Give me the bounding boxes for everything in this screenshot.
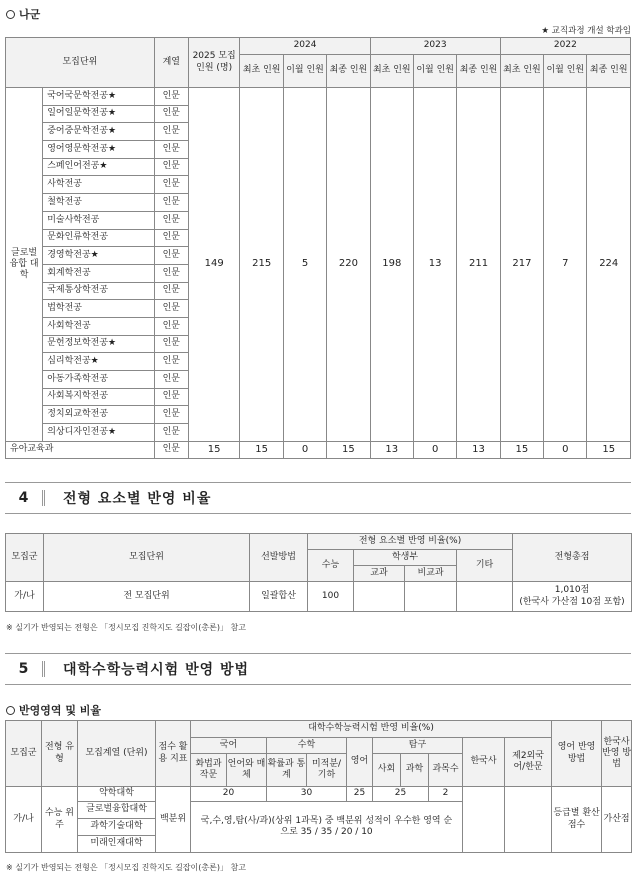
total-score: 1,010점 <box>554 585 590 596</box>
group-cell: 가/나 <box>6 582 44 612</box>
field-cell: 인문 <box>154 371 188 389</box>
hist-method-cell: 가산점 <box>602 787 632 853</box>
header-m1: 확률과 통계 <box>267 754 307 787</box>
inquiry-value: 25 <box>373 787 429 802</box>
major-name: 의상디자인전공★ <box>43 424 155 442</box>
value-cell: 13 <box>370 441 413 458</box>
header-eng-method: 영어 반영 방법 <box>552 721 602 787</box>
value-cell: 211 <box>457 88 500 442</box>
value-cell: 0 <box>413 441 456 458</box>
field-cell: 인문 <box>154 123 188 141</box>
field-cell: 인문 <box>154 335 188 353</box>
header-family: 모집계열 (단위) <box>78 721 156 787</box>
value-cell: 15 <box>500 441 543 458</box>
field-cell: 인문 <box>154 105 188 123</box>
value-cell: 224 <box>587 88 631 442</box>
table-row <box>6 88 631 106</box>
total-note: (한국사 가산점 10점 포함) <box>519 596 625 607</box>
nonsubject-cell <box>405 582 457 612</box>
header-unit: 모집단위 <box>6 38 155 88</box>
field-cell: 인문 <box>154 353 188 371</box>
header-i2: 과학 <box>401 754 429 787</box>
value-cell: 15 <box>327 441 370 458</box>
header-k1: 화법과 작문 <box>191 754 227 787</box>
value-cell: 15 <box>188 441 240 458</box>
value-cell: 149 <box>188 88 240 442</box>
table-row <box>6 582 632 612</box>
major-name: 국제통상학전공 <box>43 282 155 300</box>
header-final: 최종 인원 <box>327 55 370 88</box>
type-cell: 수능 위주 <box>42 787 78 853</box>
value-cell: 220 <box>327 88 370 442</box>
eng-method-cell: 등급별 환산 점수 <box>552 787 602 853</box>
header-suneung: 수능 <box>308 550 354 582</box>
value-cell: 0 <box>544 441 587 458</box>
table-row <box>6 441 631 458</box>
value-cell: 13 <box>413 88 456 442</box>
header-first: 최초 인원 <box>240 55 283 88</box>
header-history: 한국사 <box>463 738 505 787</box>
family-cell: 글로벌융합대학 <box>78 802 156 819</box>
header-english: 영어 <box>347 738 373 787</box>
header-i1: 사회 <box>373 754 401 787</box>
header-ratio: 대학수학능력시험 반영 비율(%) <box>191 721 552 738</box>
history-cell <box>463 787 505 853</box>
foreign-cell <box>505 787 552 853</box>
header-nonsubject: 비교과 <box>405 566 457 582</box>
field-cell: 인문 <box>154 406 188 424</box>
suneung-cell: 100 <box>308 582 354 612</box>
field-cell: 인문 <box>154 194 188 212</box>
subsection-heading: 반영영역 및 비율 <box>6 702 101 718</box>
family-cell: 과학기술대학 <box>78 819 156 836</box>
etc-cell <box>457 582 513 612</box>
major-name: 중어중문학전공★ <box>43 123 155 141</box>
table-row <box>6 787 632 802</box>
footnote: ※ 실기가 반영되는 전형은 「정시모집 진학지도 길잡이(총론)」 참고 <box>6 623 246 632</box>
header-first: 최초 인원 <box>500 55 543 88</box>
major-name: 회계학전공 <box>43 264 155 282</box>
major-name: 스페인어전공★ <box>43 158 155 176</box>
na-admission-table <box>5 37 631 459</box>
header-2022: 2022 <box>500 38 630 55</box>
header-unit: 모집단위 <box>44 534 250 582</box>
english-value: 25 <box>347 787 373 802</box>
value-cell: 215 <box>240 88 283 442</box>
field-cell: 인문 <box>154 211 188 229</box>
major-name: 사학전공 <box>43 176 155 194</box>
header-method: 선발방법 <box>250 534 308 582</box>
header-total: 전형총점 <box>513 534 632 582</box>
field-cell: 인문 <box>154 441 188 458</box>
header-hist-method: 한국사 반영 방법 <box>602 721 632 787</box>
suneung-table <box>5 720 632 853</box>
count-value: 2 <box>429 787 463 802</box>
legend-note: ★ 교직과정 개설 학과임 <box>541 26 631 36</box>
header-inquiry: 탐구 <box>373 738 463 754</box>
circle-icon <box>6 706 15 715</box>
header-2024: 2024 <box>240 38 370 55</box>
score-cell: 백분위 <box>156 787 191 853</box>
field-cell: 인문 <box>154 388 188 406</box>
header-field: 계열 <box>154 38 188 88</box>
value-cell: 198 <box>370 88 413 442</box>
section-title: 대학수학능력시험 반영 방법 <box>63 662 250 678</box>
header-carry: 이월 인원 <box>413 55 456 88</box>
header-carry: 이월 인원 <box>544 55 587 88</box>
section-4-header <box>5 482 631 514</box>
header-group: 모집군 <box>6 721 42 787</box>
major-name: 철학전공 <box>43 194 155 212</box>
college-name: 글로벌 융합 대학 <box>6 88 43 442</box>
header-foreign: 제2외국 어/한문 <box>505 738 552 787</box>
subject-cell <box>354 582 405 612</box>
section-5-header <box>5 653 631 685</box>
group-cell: 가/나 <box>6 787 42 853</box>
major-name: 경영학전공★ <box>43 247 155 265</box>
header-final: 최종 인원 <box>457 55 500 88</box>
section-number: 4 <box>5 490 45 506</box>
field-cell: 인문 <box>154 264 188 282</box>
header-k2: 언어와 매체 <box>227 754 267 787</box>
header-math: 수학 <box>267 738 347 754</box>
value-cell: 5 <box>283 88 326 442</box>
field-cell: 인문 <box>154 158 188 176</box>
major-name: 미술사학전공 <box>43 211 155 229</box>
header-first: 최초 인원 <box>370 55 413 88</box>
header-score: 점수 활용 지표 <box>156 721 191 787</box>
circle-icon <box>6 10 15 19</box>
header-subject: 교과 <box>354 566 405 582</box>
major-name: 문화인류학전공 <box>43 229 155 247</box>
field-cell: 인문 <box>154 247 188 265</box>
header-record: 학생부 <box>354 550 457 566</box>
major-name: 문헌정보학전공★ <box>43 335 155 353</box>
field-cell: 인문 <box>154 424 188 442</box>
method-cell: 일괄합산 <box>250 582 308 612</box>
major-name: 영어영문학전공★ <box>43 141 155 159</box>
header-2023: 2023 <box>370 38 500 55</box>
math-value: 30 <box>267 787 347 802</box>
field-cell: 인문 <box>154 282 188 300</box>
family-cell: 미래인재대학 <box>78 836 156 853</box>
major-name: 정치외교학전공 <box>43 406 155 424</box>
major-name: 법학전공 <box>43 300 155 318</box>
header-2025: 2025 모집인원 (명) <box>188 38 240 88</box>
value-cell: 15 <box>587 441 631 458</box>
major-name: 심리학전공★ <box>43 353 155 371</box>
section-number: 5 <box>5 661 45 677</box>
value-cell: 7 <box>544 88 587 442</box>
header-i3: 과목수 <box>429 754 463 787</box>
field-cell: 인문 <box>154 88 188 106</box>
section-title: 전형 요소별 반영 비율 <box>63 491 212 507</box>
header-ratio: 전형 요소별 반영 비율(%) <box>308 534 513 550</box>
header-final: 최종 인원 <box>587 55 631 88</box>
unit-cell: 전 모집단위 <box>44 582 250 612</box>
header-group: 모집군 <box>6 534 44 582</box>
footnote: ※ 실기가 반영되는 전형은 「정시모집 진학지도 길잡이(총론)」 참고 <box>6 863 246 872</box>
value-cell: 0 <box>283 441 326 458</box>
header-korean: 국어 <box>191 738 267 754</box>
major-name: 아동가족학전공 <box>43 371 155 389</box>
total-cell <box>513 582 632 612</box>
value-cell: 13 <box>457 441 500 458</box>
value-cell: 217 <box>500 88 543 442</box>
field-cell: 인문 <box>154 229 188 247</box>
ratio-table <box>5 533 632 612</box>
field-cell: 인문 <box>154 141 188 159</box>
family-cell: 약학대학 <box>78 787 156 802</box>
value-cell: 15 <box>240 441 283 458</box>
header-etc: 기타 <box>457 550 513 582</box>
korean-value: 20 <box>191 787 267 802</box>
major-name: 일어일문학전공★ <box>43 105 155 123</box>
section-na-heading: 나군 <box>6 6 40 22</box>
major-name: 사회학전공 <box>43 317 155 335</box>
major-name: 국어국문학전공★ <box>43 88 155 106</box>
field-cell: 인문 <box>154 317 188 335</box>
unit-name: 유아교육과 <box>6 441 155 458</box>
field-cell: 인문 <box>154 176 188 194</box>
header-type: 전형 유형 <box>42 721 78 787</box>
header-carry: 이월 인원 <box>283 55 326 88</box>
field-cell: 인문 <box>154 300 188 318</box>
major-name: 사회복지학전공 <box>43 388 155 406</box>
header-m2: 미적분/ 기하 <box>307 754 347 787</box>
others-ratio-cell: 국,수,영,탐(사/과)(상위 1과목) 중 백분위 성적이 우수한 영역 순으로 35 / 35 / 20 / 10 <box>191 802 463 853</box>
